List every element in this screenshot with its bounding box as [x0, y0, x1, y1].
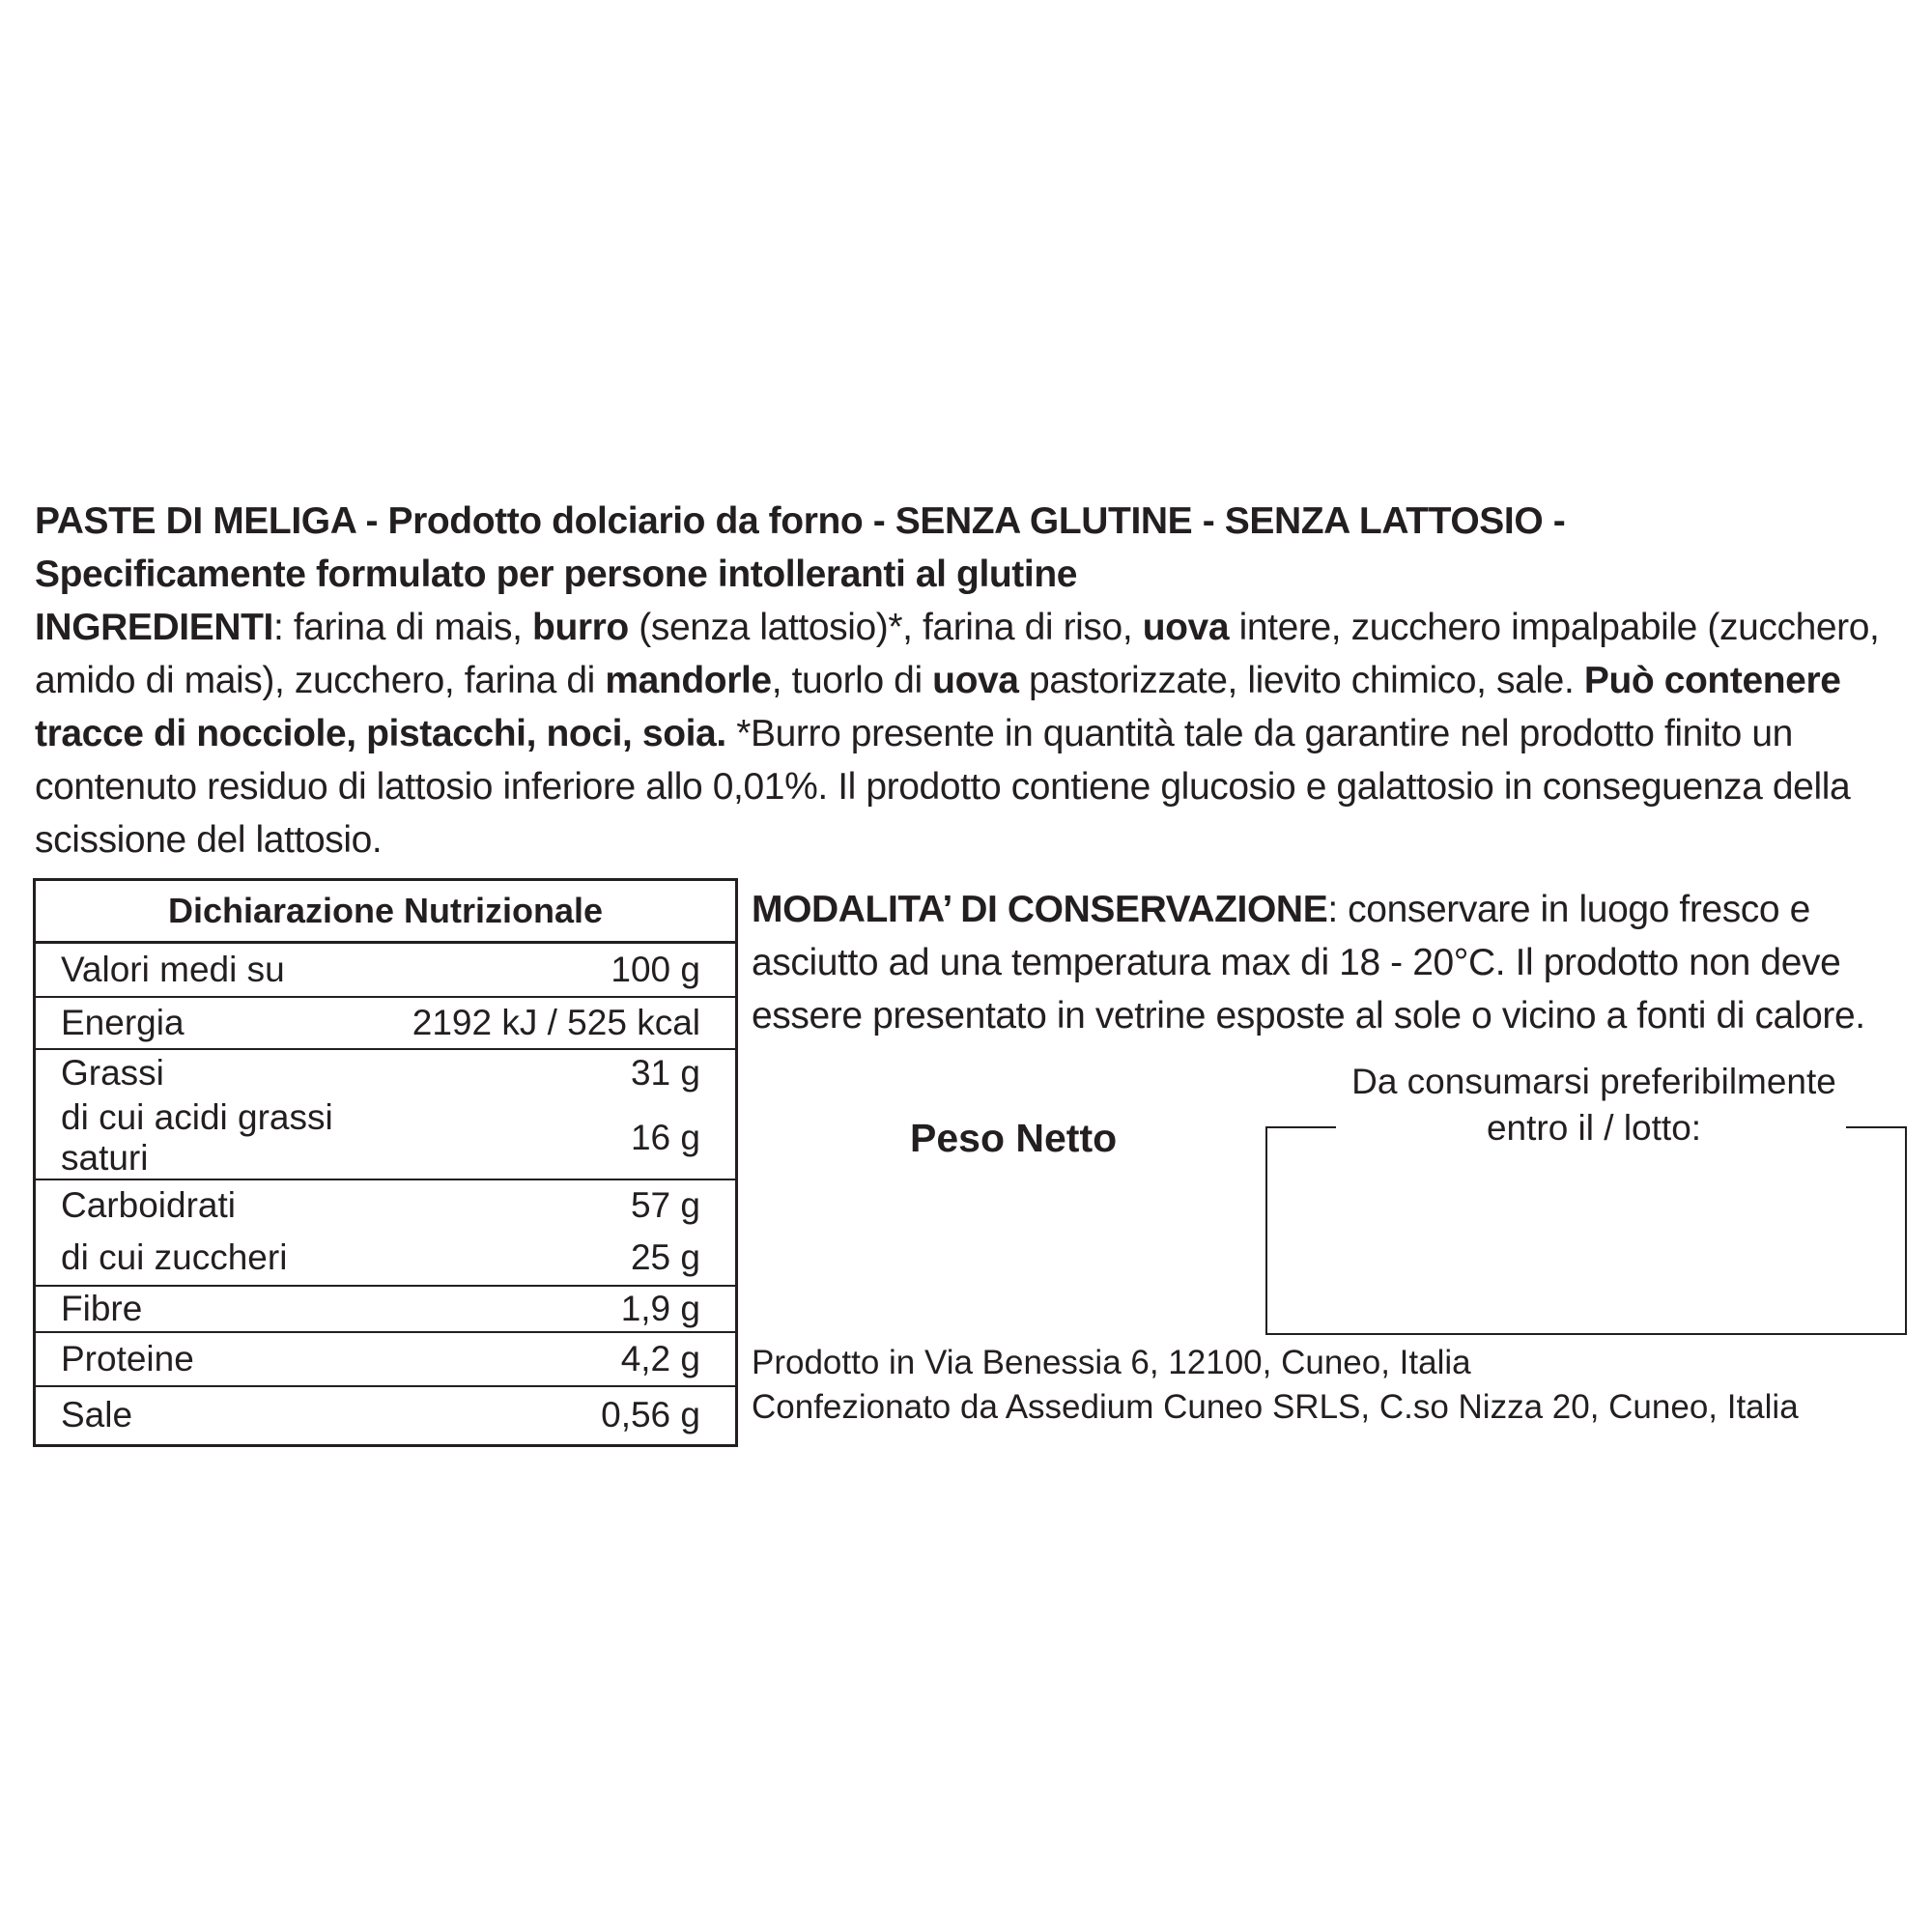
product-subtitle: Specificamente formulato per persone intolleranti al glutine	[35, 554, 1078, 595]
table-row	[35, 1179, 737, 1232]
allergen-warning: Può contenere tracce di nocciole, pistacchi, noci, soia.	[35, 660, 1841, 754]
product-title: PASTE DI MELIGA - Prodotto dolciario da forno - SENZA GLUTINE - SENZA LATTOSIO -	[35, 500, 1566, 542]
nutrition-table-title: Dichiarazione Nutrizionale	[35, 880, 737, 943]
storage-label: MODALITA’ DI CONSERVAZIONE	[752, 889, 1328, 930]
ingredients-label: INGREDIENTI	[35, 607, 273, 648]
nutrient-label: Grassi	[61, 1053, 164, 1093]
nutrient-label: Proteine	[35, 1332, 387, 1386]
nutrient-label: di cui zuccheri	[35, 1232, 387, 1286]
nutrient-value: 4,2 g	[387, 1332, 737, 1386]
table-row	[35, 1049, 737, 1097]
packager-address: Confezionato da Assedium Cuneo SRLS, C.so Nizza 20, Cuneo, Italia	[752, 1388, 1799, 1426]
ingredients-text: INGREDIENTI: farina di mais, burro (senza lattosio)*, farina di riso, uova intere, zucchero impalpabile (zucchero, amido di mais), zucchero, farina di mandorle, tuorlo di uova pastorizzate, lievito chimico, sale. Può contenere tracce di nocciole, pistacchi, noci, soia. *Burro presente in quantità tale da garantire nel prodotto finito un contenuto residuo di lattosio inferiore allo 0,01%. Il prodotto contiene glucosio e galattosio in conseguenza della scissione del lattosio.	[35, 607, 1880, 861]
nutrient-value: 1,9 g	[387, 1286, 737, 1332]
nutrient-label: di cui acidi grassi saturi	[35, 1097, 387, 1179]
nutrient-label: Energia	[35, 997, 387, 1049]
nutrient-value: 57 g	[630, 1185, 700, 1225]
table-row	[35, 1386, 737, 1446]
nutrient-label: Fibre	[35, 1286, 387, 1332]
nutrition-table	[33, 878, 738, 1447]
table-row	[35, 997, 737, 1049]
product-description	[35, 495, 1909, 867]
table-row	[35, 1232, 737, 1286]
nutrient-label: Valori medi su	[35, 943, 387, 997]
production-address: Prodotto in Via Benessia 6, 12100, Cuneo, Italia	[752, 1344, 1471, 1381]
nutrient-value: 25 g	[387, 1232, 737, 1286]
expiry-lot-box	[1265, 1126, 1907, 1335]
nutrient-label: Carboidrati	[61, 1185, 236, 1225]
nutrient-value: 0,56 g	[601, 1395, 700, 1435]
nutrient-value: 31 g	[630, 1053, 700, 1093]
nutrient-label: Sale	[61, 1395, 133, 1435]
table-row	[35, 1097, 737, 1179]
nutrient-value: 16 g	[387, 1097, 737, 1179]
table-row	[35, 943, 737, 997]
expiry-heading: Da consumarsi preferibilmente entro il / lotto:	[1351, 1062, 1836, 1148]
table-row	[35, 1286, 737, 1332]
net-weight-label: Peso Netto	[910, 1116, 1118, 1160]
storage-instructions: MODALITA’ DI CONSERVAZIONE: conservare in luogo fresco e asciutto ad una temperatura max di 18 - 20°C. Il prodotto non deve essere presentato in vetrine esposte al sole o vicino a fonti di calore.	[752, 889, 1865, 1037]
nutrient-value: 2192 kJ / 525 kcal	[387, 997, 737, 1049]
nutrient-value: 100 g	[387, 943, 737, 997]
producer-info	[752, 1341, 1920, 1430]
table-row	[35, 1332, 737, 1386]
